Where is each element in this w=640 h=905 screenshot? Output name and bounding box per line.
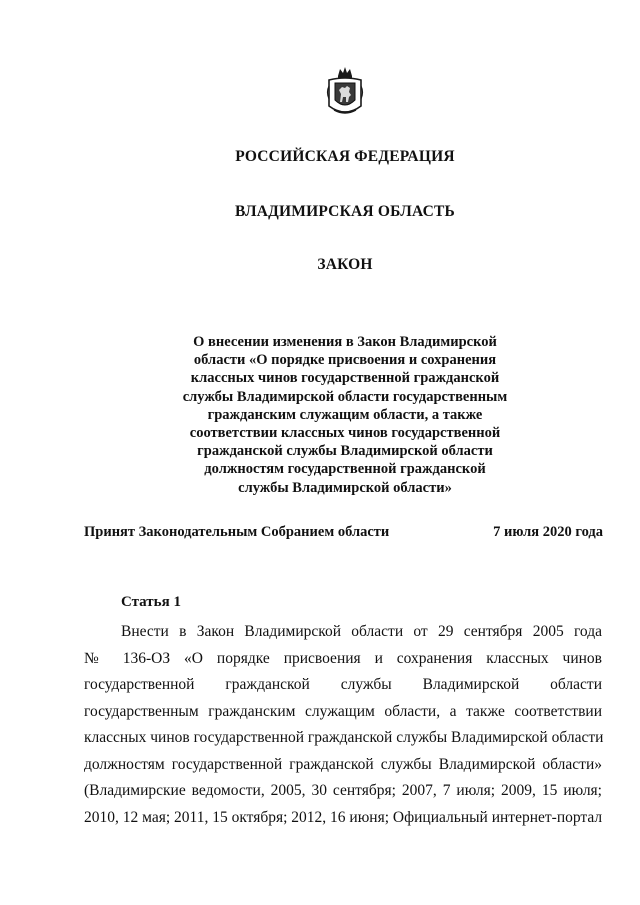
law-title-line: должностям государственной гражданской <box>204 461 486 478</box>
adoption-date: 7 июля 2020 года <box>493 524 603 540</box>
article-line: Внести в Закон Владимирской области от 29 сентября 2005 года <box>121 623 602 640</box>
law-title-line: классных чинов государственной гражданской <box>190 370 500 387</box>
article-line: должностям государственной гражданской службы Владимирской области» <box>84 755 602 773</box>
region-heading: ВЛАДИМИРСКАЯ ОБЛАСТЬ <box>235 203 455 220</box>
article-line: № 136-ОЗ «О порядке присвоения и сохранения классных чинов <box>84 649 602 667</box>
article-body <box>84 619 602 831</box>
article-line: (Владимирские ведомости, 2005, 30 сентября; 2007, 7 июля; 2009, 15 июля; <box>84 782 602 799</box>
article-line: государственной гражданской службы Владимирской области <box>84 676 602 693</box>
law-title-line: гражданской службы Владимирской области <box>197 443 493 460</box>
adopted-by-label: Принят Законодательным Собранием области <box>84 524 390 540</box>
law-title-line: гражданским служащим области, а также <box>207 406 483 423</box>
article-line: государственным гражданским служащим области, а также соответствии <box>84 702 602 720</box>
document-type-heading: ЗАКОН <box>317 256 373 273</box>
law-title-line: службы Владимирской области государственным <box>182 388 508 405</box>
article-line: 2010, 12 мая; 2011, 15 октября; 2012, 16 июня; Официальный интернет-портал <box>84 808 603 826</box>
article-line: классных чинов государственной гражданской службы Владимирской области <box>84 729 604 746</box>
law-title-line: соответствии классных чинов государственной <box>189 425 501 442</box>
law-title-line: области «О порядке присвоения и сохранения <box>193 352 497 369</box>
adoption-line <box>84 524 603 541</box>
article-title: Статья 1 <box>121 594 181 610</box>
country-heading: РОССИЙСКАЯ ФЕДЕРАЦИЯ <box>235 148 455 165</box>
law-title <box>150 333 540 497</box>
coat-of-arms-icon <box>326 66 364 118</box>
law-title-line: службы Владимирской области» <box>238 479 452 496</box>
law-title-line: О внесении изменения в Закон Владимирской <box>193 334 497 350</box>
